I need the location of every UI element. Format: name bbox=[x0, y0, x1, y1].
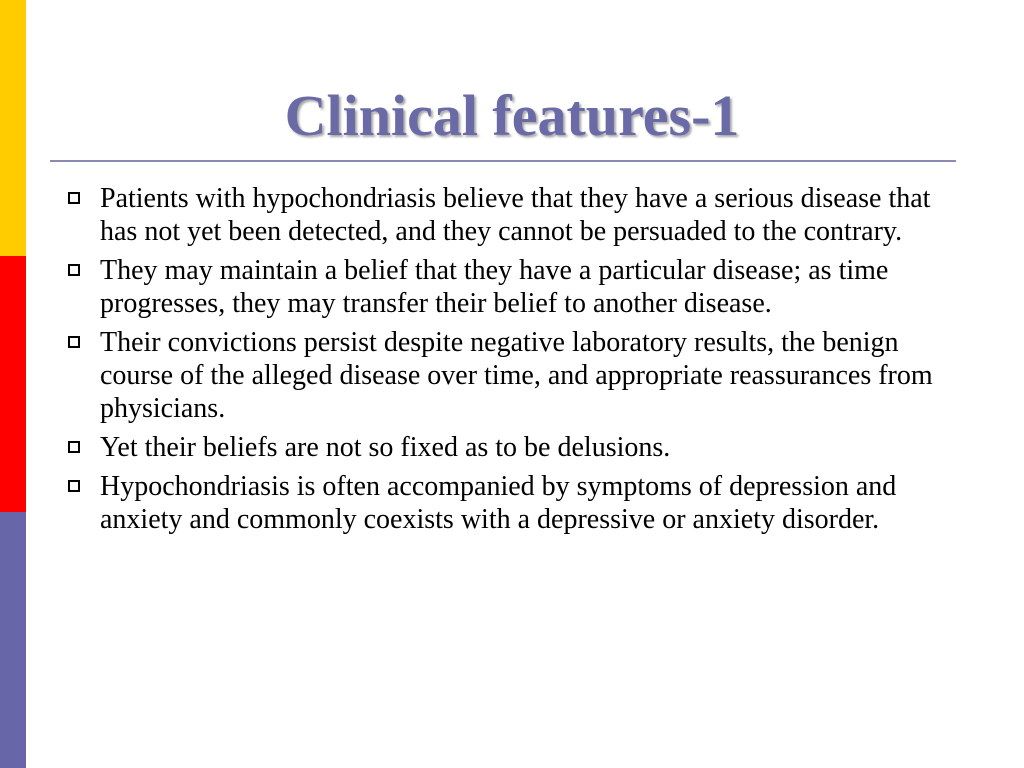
square-bullet-icon bbox=[68, 192, 80, 204]
side-bar-red bbox=[0, 256, 26, 512]
slide-title: Clinical features-1 bbox=[284, 83, 740, 148]
side-bar-purple bbox=[0, 512, 26, 768]
square-bullet-icon bbox=[68, 441, 80, 453]
bullet-text: Hypochondriasis is often accompanied by symptoms of depression and anxiety and commonly coexists with a depressive or anxiety disorder. bbox=[100, 471, 897, 535]
bullet-item bbox=[60, 182, 965, 248]
square-bullet-icon bbox=[68, 336, 80, 348]
square-bullet-icon bbox=[68, 480, 80, 492]
bullet-text: Patients with hypochondriasis believe that they have a serious disease that has not yet been detected, and they cannot be persuaded to the contrary. bbox=[100, 183, 931, 247]
bullet-item bbox=[60, 326, 965, 425]
square-bullet-icon bbox=[68, 264, 80, 276]
bullet-item bbox=[60, 254, 965, 320]
bullet-list bbox=[60, 182, 965, 542]
bullet-text: They may maintain a belief that they have a particular disease; as time progresses, they may transfer their belief to another disease. bbox=[100, 255, 889, 319]
bullet-item bbox=[60, 470, 965, 536]
bullet-item bbox=[60, 431, 965, 464]
side-bar-yellow bbox=[0, 0, 26, 256]
bullet-text: Their convictions persist despite negative laboratory results, the benign course of the alleged disease over time, and appropriate reassurances from physicians. bbox=[100, 327, 933, 424]
title-divider bbox=[50, 160, 956, 162]
bullet-text: Yet their beliefs are not so fixed as to be delusions. bbox=[100, 432, 671, 463]
